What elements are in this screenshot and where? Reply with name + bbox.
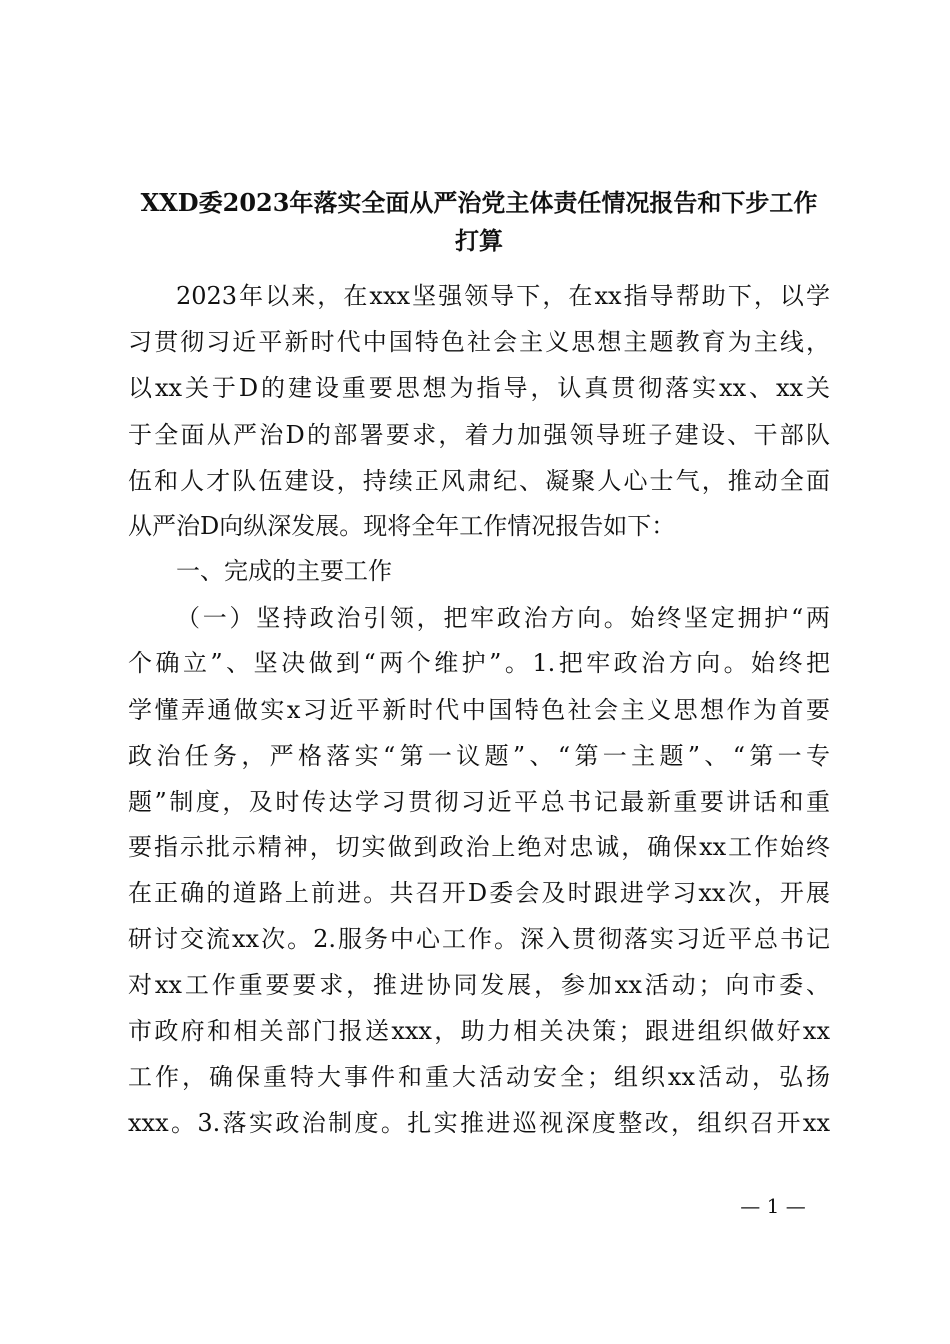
body-line: 个确立”、坚决做到“两个维护”。1.把牢政治方向。始终把 — [128, 649, 830, 677]
document-title — [128, 184, 830, 260]
body-line: 学懂弄通做实x习近平新时代中国特色社会主义思想作为首要 — [128, 696, 830, 724]
body-line: 在正确的道路上前进。共召开D委会及时跟进学习xx次，开展 — [128, 879, 830, 907]
section-heading: 一、完成的主要工作 — [176, 557, 392, 585]
body-line: （一）坚持政治引领，把牢政治方向。始终坚定拥护“两 — [176, 604, 830, 632]
intro-line: 伍和人才队伍建设，持续正风肃纪、凝聚人心士气，推动全面 — [128, 467, 830, 495]
intro-line: 2023年以来，在xxx坚强领导下，在xx指导帮助下，以学 — [176, 282, 830, 310]
body-line: 市政府和相关部门报送xxx，助力相关决策；跟进组织做好xx — [128, 1017, 830, 1045]
body-line: 对xx工作重要要求，推进协同发展，参加xx活动；向市委、 — [128, 971, 830, 999]
body-line: xxx。3.落实政治制度。扎实推进巡视深度整改，组织召开xx — [128, 1109, 830, 1137]
intro-line: 习贯彻习近平新时代中国特色社会主义思想主题教育为主线， — [128, 328, 830, 356]
body-line: 工作，确保重特大事件和重大活动安全；组织xx活动，弘扬 — [128, 1063, 830, 1091]
body-line: 题”制度，及时传达学习贯彻习近平总书记最新重要讲话和重 — [128, 788, 830, 816]
intro-line: 于全面从严治D的部署要求，着力加强领导班子建设、干部队 — [128, 421, 830, 449]
body-line: 要指示批示精神，切实做到政治上绝对忠诚，确保xx工作始终 — [128, 833, 830, 861]
page-number: — 1 — — [740, 1194, 806, 1218]
body-line: 研讨交流xx次。2.服务中心工作。深入贯彻落实习近平总书记 — [128, 925, 830, 953]
title-line-2: 打算 — [455, 226, 503, 255]
body-line: 政治任务，严格落实“第一议题”、“第一主题”、“第一专 — [128, 742, 830, 770]
intro-line: 从严治D向纵深发展。现将全年工作情况报告如下： — [128, 512, 676, 540]
title-line-1: XXD委2023年落实全面从严治党主体责任情况报告和下步工作 — [140, 188, 818, 217]
intro-line: 以xx关于D的建设重要思想为指导，认真贯彻落实xx、xx关 — [128, 374, 830, 402]
